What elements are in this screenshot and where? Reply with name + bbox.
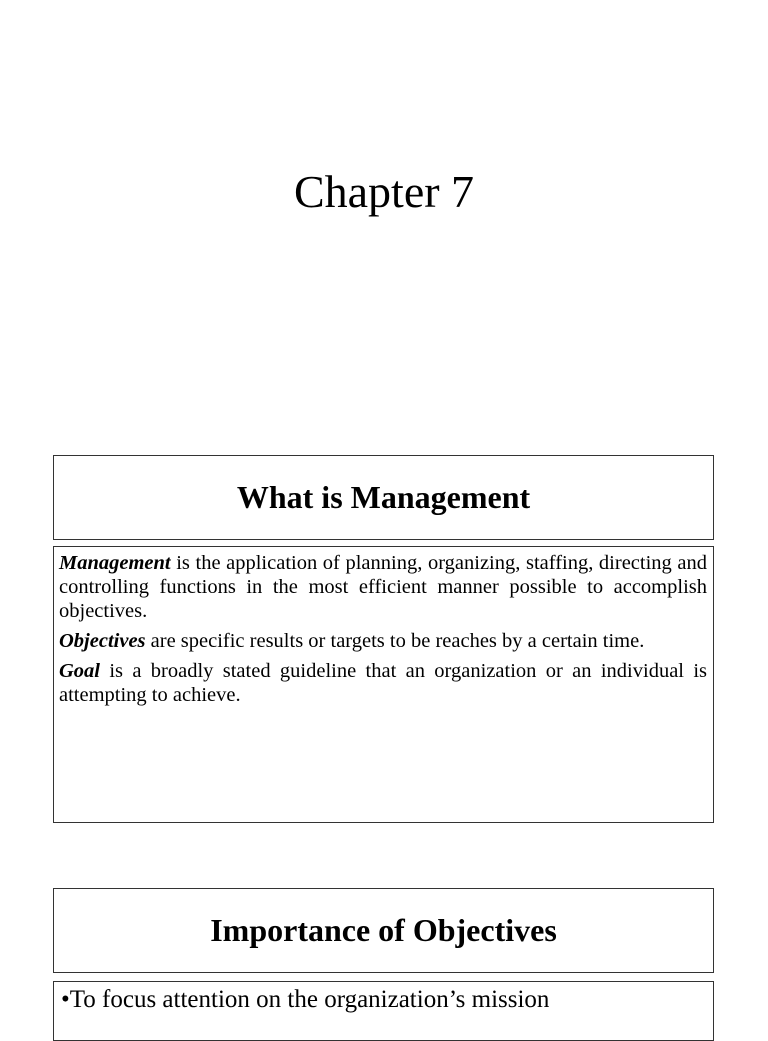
definition-management [59, 551, 707, 623]
objectives-body-box [53, 981, 714, 1041]
objectives-heading: Importance of Objectives [210, 912, 557, 948]
bullet-item: •To focus attention on the organization’s mission [61, 986, 550, 1013]
definition-objectives [59, 629, 707, 653]
management-heading: What is Management [236, 479, 531, 515]
definition-management-text: is the application of planning, organizing, staffing, directing and controlling functions in the most efficient manner possible to accomplish objectives. [59, 552, 707, 622]
management-heading-box [53, 455, 714, 540]
term-objectives: Objectives [59, 630, 146, 652]
term-goal: Goal [59, 660, 100, 682]
objectives-heading-box [53, 888, 714, 973]
management-body-box [53, 546, 714, 823]
title-slide [0, 0, 768, 440]
definition-objectives-text: are specific results or targets to be reaches by a certain time. [145, 630, 645, 652]
definition-goal-text: is a broadly stated guideline that an organization or an individual is attempting to achieve. [59, 660, 707, 706]
term-management: Management [59, 552, 171, 574]
definition-goal [59, 659, 707, 707]
chapter-title: Chapter 7 [293, 166, 475, 217]
